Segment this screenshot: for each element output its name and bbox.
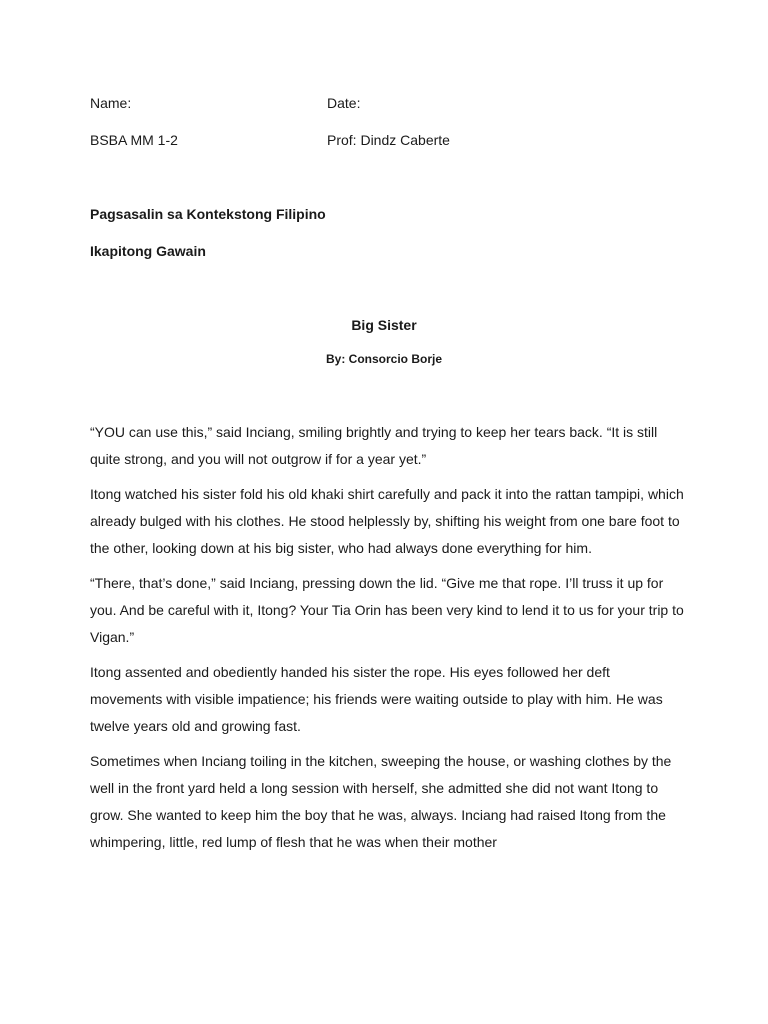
paragraph: Sometimes when Inciang toiling in the kitchen, sweeping the house, or washing clothes by the well in the front yard held a long session with herself, she admitted she did not want Itong to grow. She wanted to keep him the boy that he was, always. Inciang had raised Itong from the whimpering, little, red lump of flesh that he was when their mother: [90, 753, 672, 850]
name-label: Name:: [90, 95, 132, 111]
section-label: BSBA MM 1-2: [90, 132, 178, 148]
story-title: Big Sister: [351, 317, 417, 333]
course-title: Pagsasalin sa Kontekstong Filipino: [90, 206, 326, 222]
paragraph: “There, that’s done,” said Inciang, pressing down the lid. “Give me that rope. I’ll truss it up for you. And be careful with it, Itong? Your Tia Orin has been very kind to lend it to us for your trip to Vigan.”: [90, 575, 684, 645]
story-author: By: Consorcio Borje: [325, 352, 442, 366]
activity-title: Ikapitong Gawain: [90, 243, 206, 259]
paragraph: “YOU can use this,” said Inciang, smiling brightly and trying to keep her tears back. “It is still quite strong, and you will not outgrow if for a year yet.”: [90, 424, 658, 467]
paragraph: Itong watched his sister fold his old khaki shirt carefully and pack it into the rattan tampipi, which already bulged with his clothes. He stood helplessly by, shifting his weight from one bare foot to the other, looking down at his big sister, who had always done everything for him.: [90, 486, 684, 556]
paragraph: Itong assented and obediently handed his sister the rope. His eyes followed her deft movements with visible impatience; his friends were waiting outside to play with him. He was twelve years old and growing fast.: [90, 664, 663, 734]
date-label: Date:: [327, 95, 361, 111]
professor-label: Prof: Dindz Caberte: [327, 132, 450, 148]
story-body: [90, 419, 684, 864]
